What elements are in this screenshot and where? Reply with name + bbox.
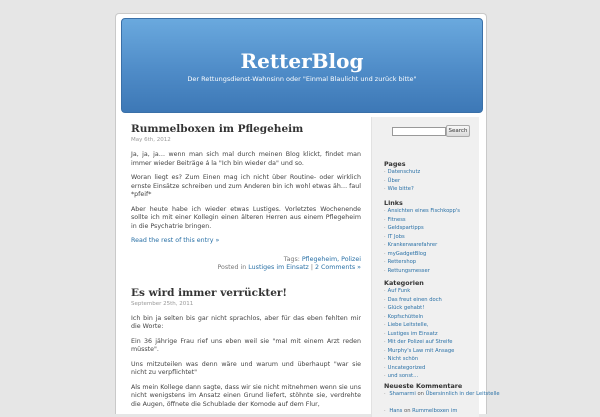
post-paragraph: Ein 36 jährige Frau rief uns eben weil sie "mal mit einem Arzt reden müsste".: [131, 337, 361, 353]
sidebar-link[interactable]: · IT Jobs: [384, 233, 479, 242]
category-link[interactable]: · Glück gehabt!: [384, 304, 479, 313]
page-container: [115, 13, 500, 414]
pages-list: [384, 168, 479, 194]
category-link[interactable]: · Auf Funk: [384, 287, 479, 296]
sidebar-link[interactable]: · Ansichten eines Fischkopp's: [384, 207, 479, 216]
comment-post-link[interactable]: Übersinnlich in der Leitstelle: [425, 391, 500, 397]
category-link[interactable]: · Uncategorized: [384, 364, 479, 373]
post-tags: [131, 256, 361, 264]
category-link[interactable]: · Kopfschütteln: [384, 313, 479, 322]
sidebar-page-link[interactable]: · Über: [384, 177, 479, 186]
post-date: May 6th, 2012: [131, 137, 171, 143]
category-link[interactable]: · Das freut einen doch: [384, 296, 479, 305]
blog-description: Der Rettungsdienst-Wahnsinn oder "Einmal Blaulicht und zurück bitte": [187, 75, 417, 83]
sidebar-link[interactable]: · Krankenwarefahrer: [384, 241, 479, 250]
category-link[interactable]: · Liebe Leitstelle,: [384, 321, 479, 330]
post-title-link[interactable]: Rummelboxen im Pflegeheim: [131, 123, 304, 135]
search-input[interactable]: [392, 127, 446, 136]
sidebar-link[interactable]: · Geldspartipps: [384, 224, 479, 233]
comment-on-label: on: [404, 407, 411, 414]
comment-author-link[interactable]: Hans: [389, 407, 403, 414]
post-title-link[interactable]: Es wird immer verrückter!: [131, 286, 288, 299]
blog-title-link[interactable]: RetterBlog: [240, 49, 364, 73]
sidebar-link[interactable]: · Rettungsmesser: [384, 267, 479, 276]
category-link[interactable]: · Mit der Polizei auf Streife: [384, 338, 479, 347]
tags-label: Tags:: [283, 255, 300, 263]
links-list: [384, 207, 479, 275]
main-content: [131, 122, 361, 415]
recent-comment-item: [384, 407, 479, 416]
posted-in-label: Posted in: [217, 263, 247, 271]
comment-on-label: on: [417, 391, 424, 397]
recent-comment-item: [384, 390, 500, 399]
post-date: September 25th, 2011: [131, 300, 194, 307]
recent-comments-heading: Neueste Kommentare: [384, 382, 463, 390]
comment-post-link[interactable]: Rummelboxen im: [412, 407, 458, 414]
comment-author-link[interactable]: Shamarmi: [389, 391, 416, 397]
sidebar-link[interactable]: · Fitness: [384, 216, 479, 225]
category-link[interactable]: · Lustiges im Einsatz: [384, 330, 479, 339]
category-link[interactable]: · Murphy's Law mit Ansage: [384, 347, 479, 356]
sidebar-link[interactable]: · Rettershop: [384, 258, 479, 267]
sidebar-page-link[interactable]: · Datenschutz: [384, 168, 479, 177]
read-more-link[interactable]: Read the rest of this entry »: [131, 237, 220, 244]
meta-separator: |: [310, 263, 313, 271]
sidebar: [371, 117, 500, 417]
recent-comments-list: [384, 390, 500, 415]
post-paragraph: Uns mitzuteilen was denn wäre und warum und überhaupt "war sie nicht zu verpflichtet": [131, 360, 361, 376]
blog-header: [121, 18, 483, 113]
post-paragraph: Ja, ja, ja… wenn man sich mal durch meinen Blog klickt, findet man immer wieder Beiträge á la "Ich bin wieder da" und so.: [131, 151, 361, 167]
categories-heading: Kategorien: [384, 279, 424, 287]
post-paragraph: Aber heute habe ich wieder etwas Lustiges. Vorletztes Wochenende sollte ich mit einer Kollegin einen älteren Herren aus einem Pflegeheim in die Psychatrie bringen.: [131, 205, 361, 230]
category-link[interactable]: · und sonst…: [384, 372, 479, 381]
pages-heading: Pages: [384, 160, 406, 168]
post: [131, 286, 361, 410]
post-paragraph: Ich bin ja selten bis gar nicht sprachlos, aber für das eben fehlten mir die Worte:: [131, 314, 361, 330]
category-link[interactable]: Lustiges im Einsatz: [248, 263, 309, 271]
post-meta: [131, 264, 361, 272]
search-button[interactable]: Search: [446, 125, 470, 137]
comments-link[interactable]: 2 Comments »: [315, 263, 361, 271]
links-heading: Links: [384, 199, 403, 207]
sidebar-page-link[interactable]: · Wie bitte?: [384, 185, 479, 194]
post-paragraph: Als mein Kollege dann sagte, dass wir sie nicht mitnehmen wenn sie uns nicht wenigstens im Ansatz einen Grund liefert, stöhnte sie, verdrehte die Augen, öffnete die Schublade der Komode auf dem Flur,: [131, 383, 361, 408]
post: [131, 122, 361, 272]
tag-links[interactable]: Pflegeheim, Polizei: [301, 255, 361, 263]
category-link[interactable]: · Nicht schön: [384, 355, 479, 364]
sidebar-link[interactable]: · myGadgetBlog: [384, 250, 479, 259]
post-paragraph: Woran liegt es? Zum Einen mag ich nicht über Routine- oder wirklich ernste Einsätze schreiben und zum Anderen bin ich wohl etwas äh… faul *pfeif*: [131, 174, 361, 198]
categories-list: [384, 287, 479, 381]
